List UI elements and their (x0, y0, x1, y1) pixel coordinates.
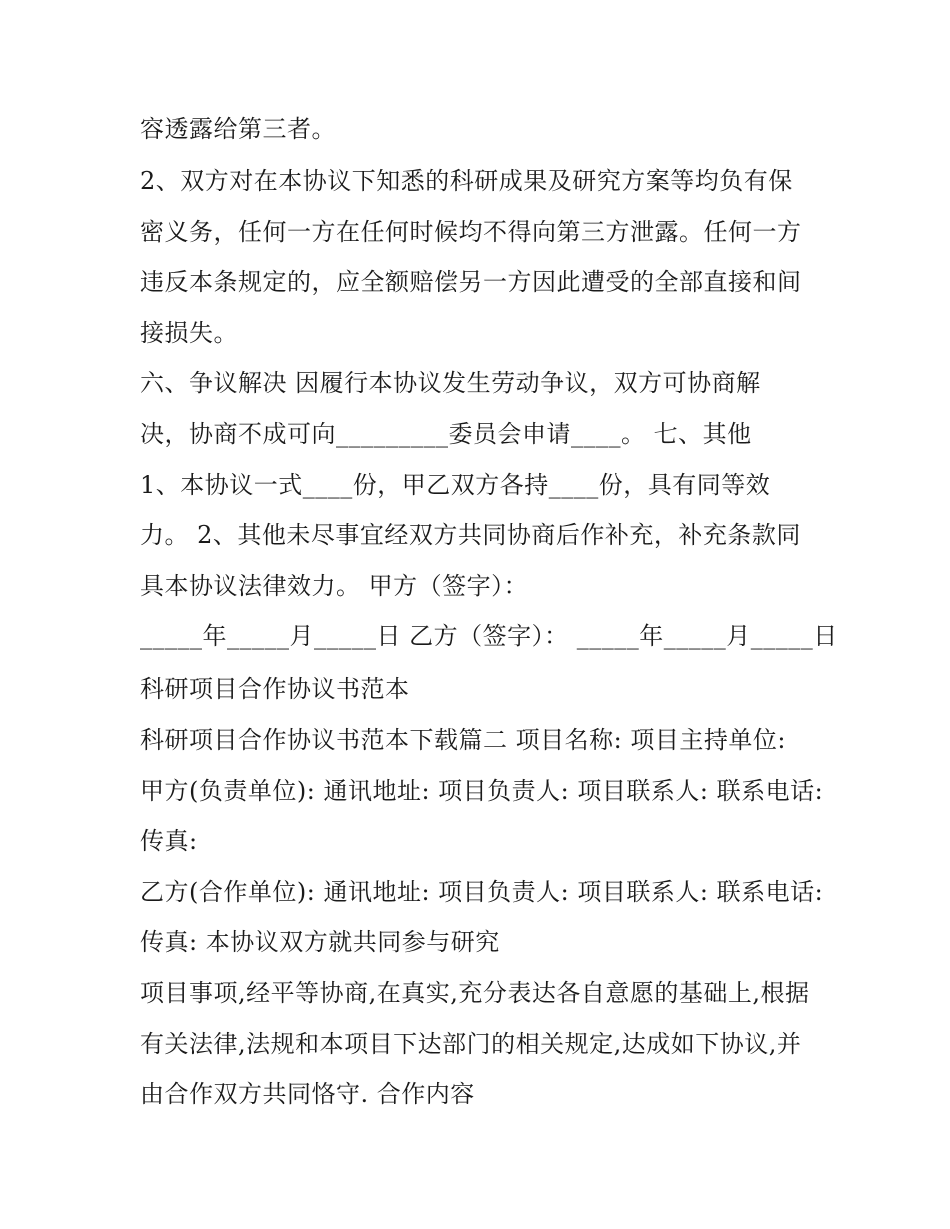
text-line: 具本协议法律效力。 甲方（签字）： (140, 572, 529, 600)
text-line: 传真: 本协议双方就共同参与研究 (140, 928, 500, 956)
text-line: 科研项目合作协议书范本下载篇二 项目名称: 项目主持单位: (140, 726, 786, 754)
text-line: 项目事项,经平等协商,在真实,充分表达各自意愿的基础上,根据 (140, 979, 810, 1007)
text-line: 决，协商不成可向_________委员会申请____。 七、其他 (140, 420, 752, 448)
text-line: 由合作双方共同恪守. 合作内容 (140, 1080, 475, 1108)
text-line: 违反本条规定的，应全额赔偿另一方因此遭受的全部直接和间 (140, 268, 802, 296)
text-line: 力。 2、其他未尽事宜经双方共同协商后作补充，补充条款同 (140, 521, 801, 549)
text-line: 容透露给第三者。 (140, 115, 336, 143)
text-line: 接损失。 (140, 319, 238, 347)
text-line: 甲方(负责单位): 通讯地址: 项目负责人: 项目联系人: 联系电话: (140, 777, 824, 805)
text-line: _____年_____月_____日 乙方（签字）： _____年_____月_____日 (140, 622, 838, 650)
text-line: 2、双方对在本协议下知悉的科研成果及研究方案等均负有保 (140, 167, 793, 195)
text-line: 传真: (140, 827, 198, 855)
section-title: 科研项目合作协议书范本 (140, 675, 410, 703)
text-line: 有关法律,法规和本项目下达部门的相关规定,达成如下协议,并 (140, 1030, 802, 1058)
text-line: 六、争议解决 因履行本协议发生劳动争议，双方可协商解 (140, 369, 761, 397)
text-line: 乙方(合作单位): 通讯地址: 项目负责人: 项目联系人: 联系电话: (140, 878, 824, 906)
text-line: 密义务，任何一方在任何时候均不得向第三方泄露。任何一方 (140, 218, 802, 246)
text-line: 1、本协议一式____份，甲乙双方各持____份，具有同等效 (140, 471, 771, 499)
